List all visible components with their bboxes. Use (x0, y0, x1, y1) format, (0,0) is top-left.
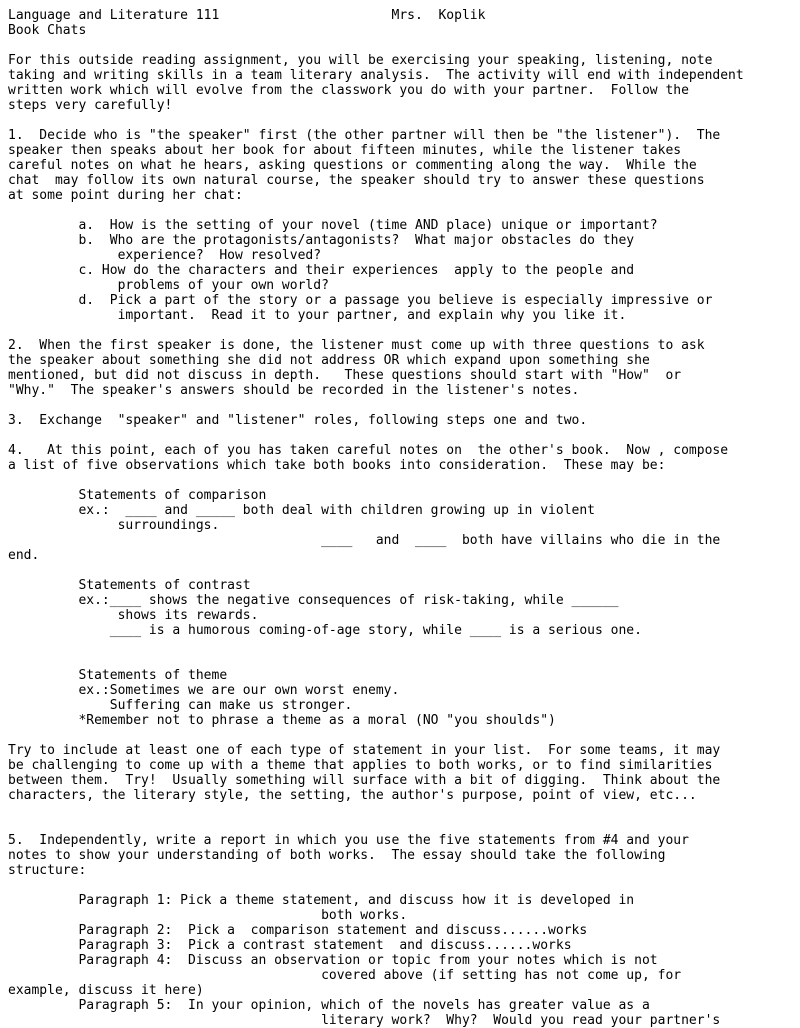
document-line: Paragraph 4: Discuss an observation or topic from your notes which is not (8, 953, 658, 968)
document-line: between them. Try! Usually something will surface with a bit of digging. Think about the (8, 773, 721, 788)
document-line: shows its rewards. (8, 608, 259, 623)
document-line: end. (8, 548, 40, 563)
document-line: characters, the literary style, the setting, the author's purpose, point of view, etc... (8, 788, 697, 803)
document-line: steps very carefully! (8, 98, 173, 113)
document-line: d. Pick a part of the story or a passage you believe is especially impressive or (8, 293, 713, 308)
document-line (8, 473, 744, 488)
document-line: Book Chats (8, 23, 87, 38)
document-line (8, 818, 744, 833)
document-line: 5. Independently, write a report in which you use the five statements from #4 and your (8, 833, 689, 848)
document-line: be challenging to come up with a theme that applies to both works, or to find similarities (8, 758, 713, 773)
document-line: Try to include at least one of each type of statement in your list. For some teams, it may (8, 743, 721, 758)
document-line: mentioned, but did not discuss in depth. These questions should start with "How" or (8, 368, 682, 383)
document-line (8, 38, 744, 53)
document-line: 1. Decide who is "the speaker" first (the other partner will then be "the listener"). The (8, 128, 721, 143)
document-line: Statements of comparison (8, 488, 267, 503)
document-line (8, 638, 744, 653)
document-line (8, 323, 744, 338)
document-line: c. How do the characters and their experiences apply to the people and (8, 263, 635, 278)
document-line: 2. When the first speaker is done, the listener must come up with three questions to ask (8, 338, 705, 353)
document-line: ex.: ____ and _____ both deal with children growing up in violent (8, 503, 595, 518)
document-line (8, 203, 744, 218)
document-line: ex.:____ shows the negative consequences of risk-taking, while ______ (8, 593, 619, 608)
document-line (8, 398, 744, 413)
document-line: *Remember not to phrase a theme as a moral (NO "you shoulds") (8, 713, 556, 728)
document-line: ex.:Sometimes we are our own worst enemy. (8, 683, 400, 698)
document-line (8, 728, 744, 743)
document-line (8, 428, 744, 443)
document-line: covered above (if setting has not come up, for (8, 968, 682, 983)
document-line: Paragraph 1: Pick a theme statement, and discuss how it is developed in (8, 893, 635, 908)
document-line: Statements of contrast (8, 578, 251, 593)
document-line: notes to show your understanding of both works. The essay should take the following (8, 848, 666, 863)
document-line: Paragraph 5: In your opinion, which of the novels has greater value as a (8, 998, 650, 1013)
document-line (8, 563, 744, 578)
document-line: a. How is the setting of your novel (time AND place) unique or important? (8, 218, 658, 233)
document-line: 3. Exchange "speaker" and "listener" roles, following steps one and two. (8, 413, 588, 428)
document-line: both works. (8, 908, 408, 923)
document-line: literary work? Why? Would you read your partner's (8, 1013, 721, 1028)
document-line: written work which will evolve from the classwork you do with your partner. Follow the (8, 83, 689, 98)
document-line: important. Read it to your partner, and explain why you like it. (8, 308, 627, 323)
assignment-document (8, 8, 744, 1028)
document-line: surroundings. (8, 518, 220, 533)
document-line: For this outside reading assignment, you will be exercising your speaking, listening, note (8, 53, 713, 68)
document-line: careful notes on what he hears, asking questions or commenting along the way. While the (8, 158, 697, 173)
document-line: at some point during her chat: (8, 188, 243, 203)
document-line (8, 803, 744, 818)
document-line: b. Who are the protagonists/antagonists? What major obstacles do they (8, 233, 635, 248)
document-line: Statements of theme (8, 668, 228, 683)
document-line (8, 878, 744, 893)
document-line: the speaker about something she did not address OR which expand upon something she (8, 353, 650, 368)
document-line: a list of five observations which take both books into consideration. These may be: (8, 458, 666, 473)
document-line: "Why." The speaker's answers should be recorded in the listener's notes. (8, 383, 580, 398)
document-line: chat may follow its own natural course, the speaker should try to answer these questions (8, 173, 705, 188)
document-line: experience? How resolved? (8, 248, 322, 263)
document-line: Language and Literature 111 Mrs. Koplik (8, 8, 486, 23)
document-line: taking and writing skills in a team literary analysis. The activity will end with independent (8, 68, 744, 83)
document-line: structure: (8, 863, 87, 878)
document-line (8, 113, 744, 128)
document-line: Paragraph 3: Pick a contrast statement and discuss......works (8, 938, 572, 953)
document-line: Paragraph 2: Pick a comparison statement and discuss......works (8, 923, 588, 938)
document-line: speaker then speaks about her book for about fifteen minutes, while the listener takes (8, 143, 682, 158)
document-line: 4. At this point, each of you has taken careful notes on the other's book. Now , compose (8, 443, 729, 458)
document-line (8, 653, 744, 668)
document-line: ____ is a humorous coming-of-age story, while ____ is a serious one. (8, 623, 642, 638)
document-line: problems of your own world? (8, 278, 329, 293)
document-line: Suffering can make us stronger. (8, 698, 353, 713)
document-line: ____ and ____ both have villains who die in the (8, 533, 721, 548)
document-line: example, discuss it here) (8, 983, 204, 998)
